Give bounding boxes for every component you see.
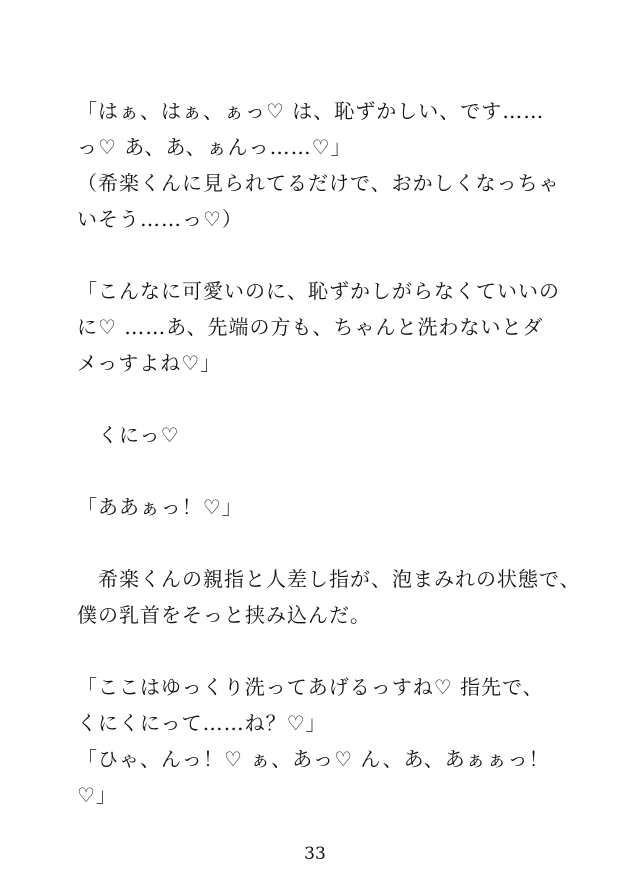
- page-number: 33: [304, 844, 326, 864]
- text-line-9: 「ああぁっ！♡」: [77, 495, 243, 519]
- text-line-13: くにくにって……ね？♡」: [77, 711, 327, 735]
- text-line-14: 「ひゃ、んっ！♡ ぁ、あっ♡ ん、あ、あぁぁっ！: [77, 747, 550, 771]
- text-line-2: っ♡ あ、あ、ぁんっ……♡」: [77, 135, 352, 159]
- text-line-10: 希楽くんの親指と人差し指が、泡まみれの状態で、: [77, 567, 581, 591]
- text-line-4: いそう……っ♡）: [77, 207, 243, 231]
- text-line-15: ♡」: [77, 783, 117, 807]
- text-line-8: くにっ♡: [77, 423, 180, 447]
- text-line-1: 「はぁ、はぁ、ぁっ♡ は、恥ずかしい、です……: [77, 99, 545, 123]
- text-line-3: （希楽くんに見られてるだけで、おかしくなっちゃ: [77, 171, 560, 195]
- text-line-5: 「こんなに可愛いのに、恥ずかしがらなくていいの: [77, 279, 560, 303]
- text-line-6: に♡ ……あ、先端の方も、ちゃんと洗わないとダ: [77, 315, 544, 339]
- text-line-11: 僕の乳首をそっと挟み込んだ。: [77, 603, 371, 627]
- text-line-7: メっすよね♡」: [77, 351, 222, 375]
- text-line-12: 「ここはゆっくり洗ってあげるっすね♡ 指先で、: [77, 675, 544, 699]
